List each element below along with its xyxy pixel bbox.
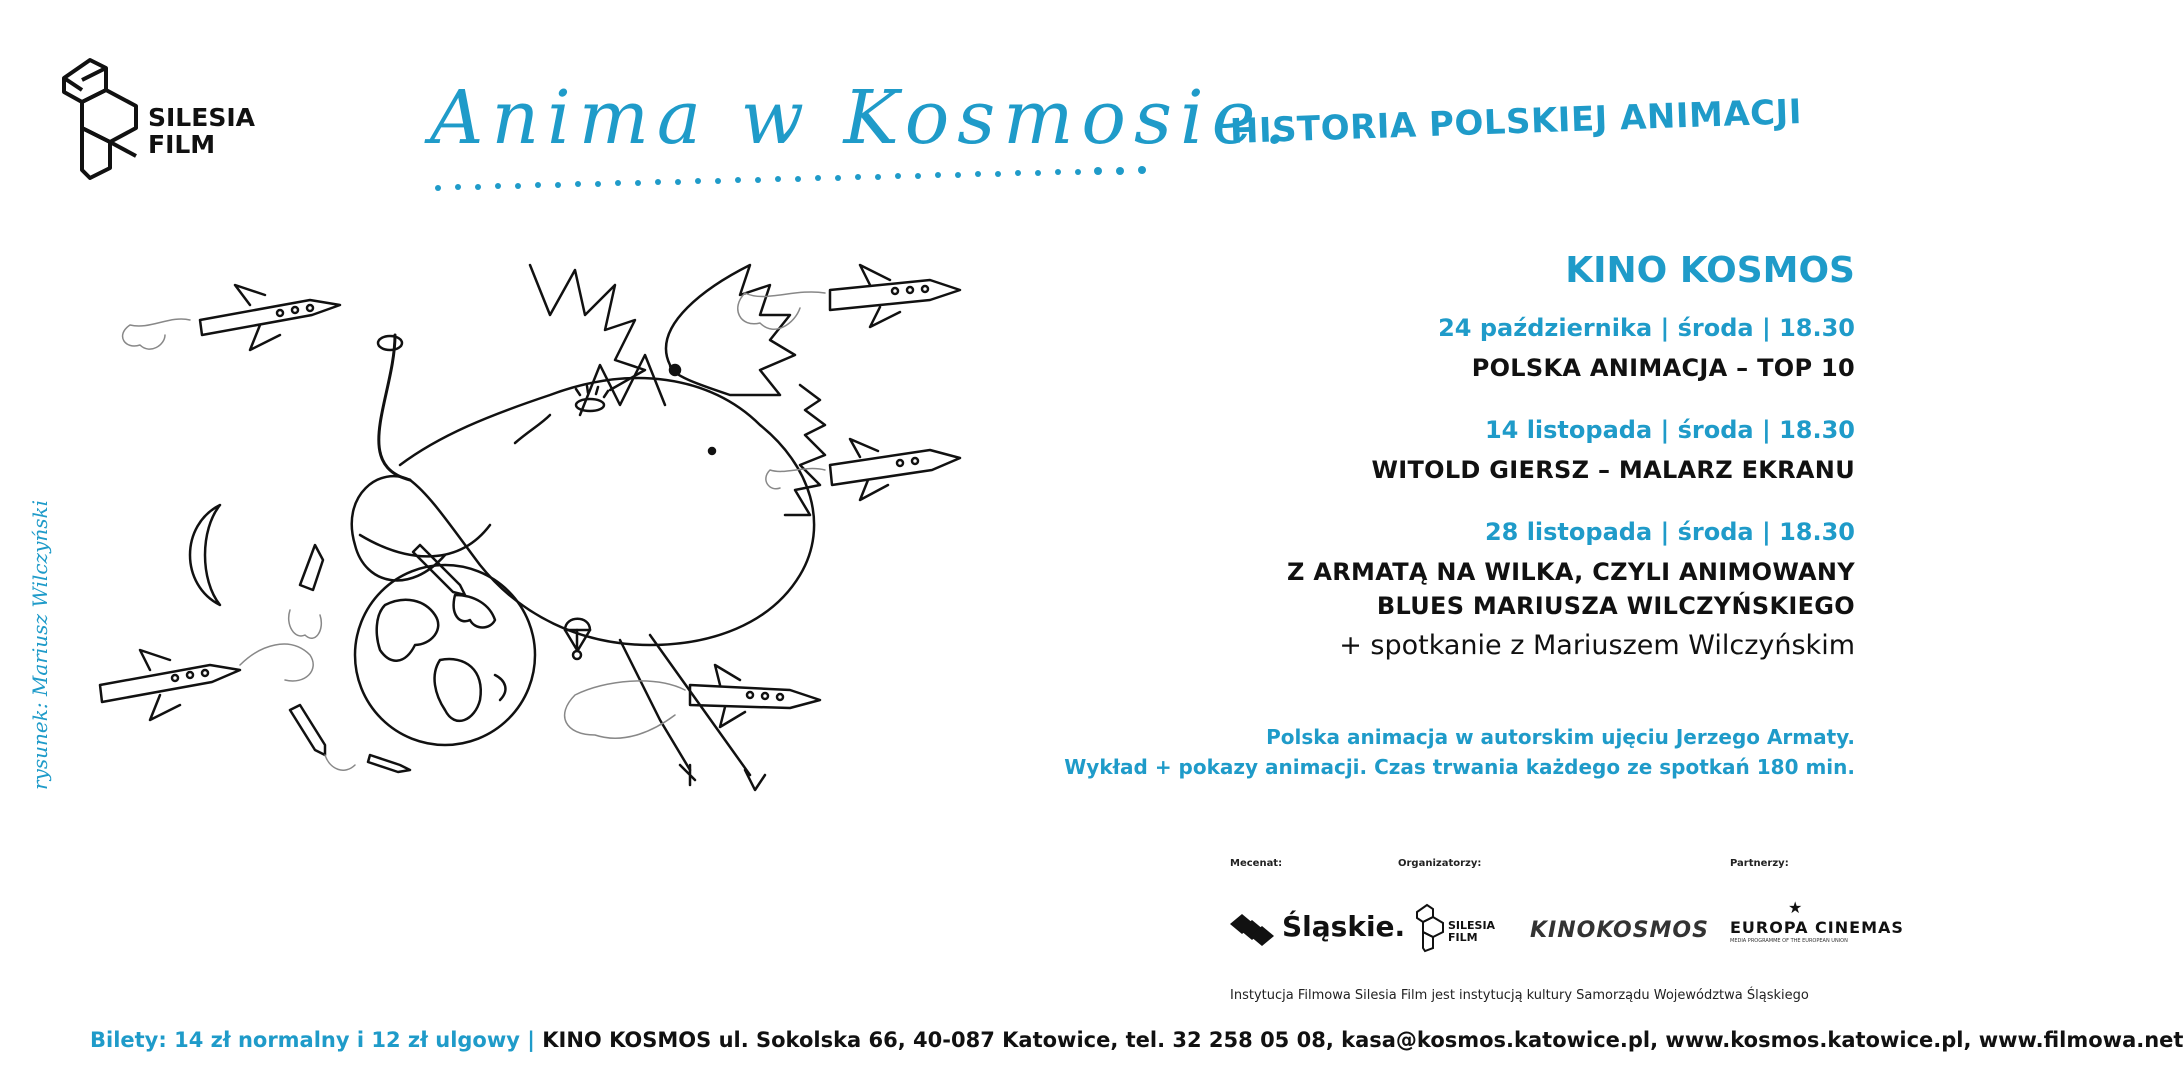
subtitle-historia: HISTORIA POLSKIEJ ANIMACJI — [1229, 92, 1803, 152]
moon-icon — [190, 505, 220, 605]
illustration-credit: rysunek: Mariusz Wilczyński — [28, 499, 52, 790]
venue-title: KINO KOSMOS — [1565, 250, 1855, 291]
rocket-icon — [100, 644, 313, 720]
event-extra: + spotkanie z Mariuszem Wilczyńskim — [1339, 630, 1855, 661]
event-description — [1035, 722, 1855, 782]
event-date: 14 listopada | środa | 18.30 — [1484, 416, 1855, 444]
rocket-icon — [413, 545, 465, 595]
slaskie-logo-text: Śląskie. — [1282, 910, 1406, 943]
silesia-film-small-logo-icon — [1415, 902, 1445, 952]
parachute-icon — [565, 619, 590, 659]
script-title: Anima w Kosmosie. — [430, 75, 1295, 161]
organizatorzy-label: Organizatorzy: — [1398, 858, 1482, 869]
institution-note: Instytucja Filmowa Silesia Film jest instytucją kultury Samorządu Województwa Śląskiego — [1230, 988, 1809, 1003]
event-title: POLSKA ANIMACJA – TOP 10 — [1471, 354, 1855, 382]
rocket-icon — [368, 755, 410, 772]
event-item — [1095, 415, 1855, 487]
ticket-prices: Bilety: 14 zł normalny i 12 zł ulgowy | — [90, 1028, 543, 1052]
description-line1: Polska animacja w autorskim ujęciu Jerzego Armaty. — [1266, 725, 1855, 749]
rocket-icon — [290, 705, 355, 770]
rocket-icon — [738, 265, 960, 329]
description-line2: Wykład + pokazy animacji. Czas trwania każdego ze spotkań 180 min. — [1064, 755, 1855, 779]
elephant-bird-icon — [352, 265, 825, 790]
rocket-icon — [565, 665, 820, 738]
event-item — [1095, 517, 1855, 663]
partnerzy-label: Partnerzy: — [1730, 858, 1789, 869]
event-title: WITOLD GIERSZ – MALARZ EKRANU — [1371, 456, 1855, 484]
small-logo-line2: FILM — [1448, 931, 1478, 944]
logo-line2: FILM — [148, 130, 216, 159]
event-item — [1095, 313, 1855, 385]
rocket-icon — [123, 285, 340, 350]
event-title-line2: BLUES MARIUSZA WILCZYŃSKIEGO — [1376, 592, 1855, 620]
mecenat-label: Mecenat: — [1230, 858, 1283, 869]
event-title-line1: Z ARMATĄ NA WILKA, CZYLI ANIMOWANY — [1287, 558, 1855, 586]
event-date: 28 listopada | środa | 18.30 — [1484, 518, 1855, 546]
europa-cinemas-subtext: MEDIA PROGRAMME OF THE EUROPEAN UNION — [1730, 938, 1848, 944]
contact-info: KINO KOSMOS ul. Sokolska 66, 40-087 Katowice, tel. 32 258 05 08, kasa@kosmos.katowice.pl, www.kosmos.katowice.pl, www.filmowa.net — [542, 1028, 2183, 1052]
slaskie-logo-icon — [1230, 910, 1274, 946]
silesia-film-logo-text — [148, 104, 255, 158]
illustration — [110, 265, 1120, 985]
logo-line1: SILESIA — [148, 103, 255, 132]
silesia-film-small-logo-text — [1448, 920, 1495, 944]
small-logo-line1: SILESIA — [1448, 919, 1496, 932]
dotted-underline-icon — [430, 150, 1150, 210]
europa-cinemas-logo-text: EUROPA CINEMAS — [1730, 918, 1904, 937]
earth-globe-icon — [355, 565, 535, 745]
kinokosmos-logo-text: KINOKOSMOS — [1530, 918, 1709, 943]
footer-info — [90, 1028, 2183, 1052]
star-icon: ★ — [1788, 898, 1803, 917]
event-list — [1095, 250, 1855, 693]
rocket-icon — [289, 545, 323, 638]
event-date: 24 października | środa | 18.30 — [1438, 314, 1855, 342]
